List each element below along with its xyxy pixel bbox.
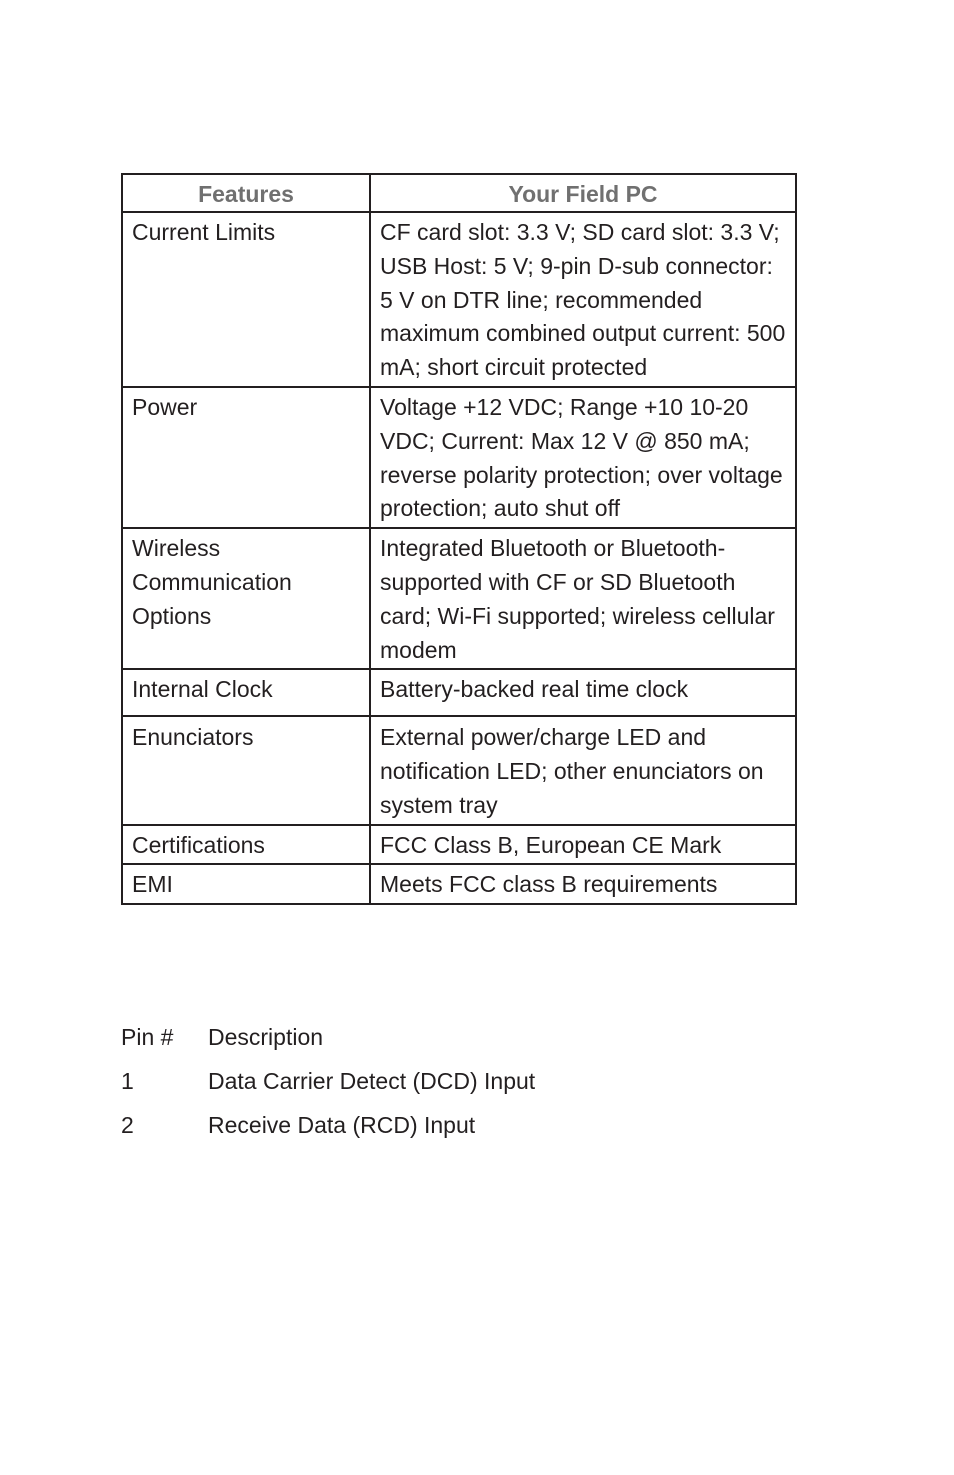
table-header-row xyxy=(122,174,796,212)
pin-list-header xyxy=(121,1015,535,1059)
header-your-field-pc: Your Field PC xyxy=(370,174,796,212)
table-row xyxy=(122,864,796,904)
value-cell: Meets FCC class B requirements xyxy=(370,864,796,904)
feature-cell: Internal Clock xyxy=(122,669,370,716)
feature-cell: Wireless Communication Options xyxy=(122,528,370,669)
value-cell: Integrated Bluetooth or Bluetooth-supported with CF or SD Bluetooth card; Wi-Fi supported; wireless cellular modem xyxy=(370,528,796,669)
description-header-label: Description xyxy=(208,1024,324,1050)
list-item xyxy=(121,1103,535,1147)
feature-cell: EMI xyxy=(122,864,370,904)
feature-cell: Power xyxy=(122,387,370,528)
list-item xyxy=(121,1059,535,1103)
table-row xyxy=(122,669,796,716)
pin-number: 2 xyxy=(121,1112,134,1138)
table-row xyxy=(122,212,796,387)
value-cell: FCC Class B, European CE Mark xyxy=(370,825,796,865)
pin-number: 1 xyxy=(121,1068,134,1094)
pin-description: Receive Data (RCD) Input xyxy=(208,1112,476,1138)
table-row xyxy=(122,528,796,669)
specifications-table xyxy=(121,173,797,905)
pin-list xyxy=(121,1015,535,1147)
value-cell: CF card slot: 3.3 V; SD card slot: 3.3 V; USB Host: 5 V; 9-pin D-sub connector: 5 V on DTR line; recommended maximum combined output current: 500 mA; short circuit protected xyxy=(370,212,796,387)
value-cell: External power/charge LED and notification LED; other enunciators on system tray xyxy=(370,716,796,824)
table-row xyxy=(122,387,796,528)
feature-cell: Enunciators xyxy=(122,716,370,824)
pin-description: Data Carrier Detect (DCD) Input xyxy=(208,1068,536,1094)
value-cell: Battery-backed real time clock xyxy=(370,669,796,716)
pin-header-label: Pin # xyxy=(121,1024,174,1050)
feature-cell: Current Limits xyxy=(122,212,370,387)
value-cell: Voltage +12 VDC; Range +10 10-20 VDC; Current: Max 12 V @ 850 mA; reverse polarity protection; over voltage protection; auto shut off xyxy=(370,387,796,528)
feature-cell: Certifications xyxy=(122,825,370,865)
table-row xyxy=(122,825,796,865)
table-row xyxy=(122,716,796,824)
header-features: Features xyxy=(122,174,370,212)
